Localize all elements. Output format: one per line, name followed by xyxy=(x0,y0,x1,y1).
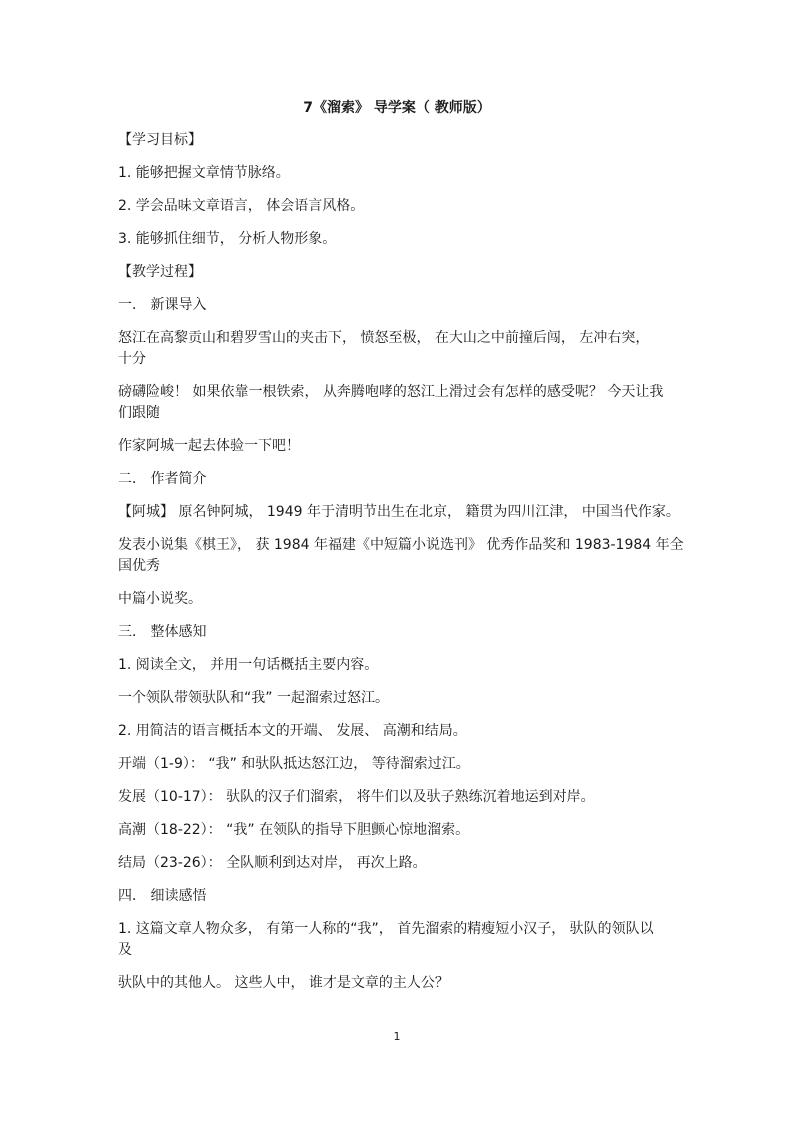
author-paragraph-a: 【阿城】 原名钟阿城， 1949 年于清明节出生在北京， 籍贯为四川江津， 中国当代作家。 xyxy=(118,504,680,520)
section-4-header: 四． 细读感悟 xyxy=(118,888,207,904)
document-body xyxy=(118,132,684,991)
intro-a-line-1: 怒江在高黎贡山和碧罗雪山的夹击下， 愤怒至极， 在大山之中前撞后闯， 左冲右突， xyxy=(118,330,650,346)
intro-a-line-2: 十分 xyxy=(118,351,146,367)
page-number: 1 xyxy=(393,1030,401,1043)
process-header: 【教学过程】 xyxy=(118,264,202,280)
intro-b-line-1: 磅礴险峻！ 如果依靠一根铁索， 从奔腾咆哮的怒江上滑过会有怎样的感受呢？ 今天让我 xyxy=(118,384,664,400)
question-3-paragraph xyxy=(118,921,684,958)
question-2: 2. 用简洁的语言概括本文的开端、 发展、 高潮和结局。 xyxy=(118,723,467,739)
author-paragraph-c: 中篇小说奖。 xyxy=(118,591,202,607)
question-1: 1. 阅读全文， 并用一句话概括主要内容。 xyxy=(118,657,379,673)
author-b-line-1: 发表小说集《棋王》， 获 1984 年福建《中短篇小说选刊》 优秀作品奖和 1983-1984 年全 xyxy=(118,537,684,553)
goals-header: 【学习目标】 xyxy=(118,132,202,148)
intro-paragraph-c: 作家阿城一起去体验一下吧！ xyxy=(118,438,300,454)
document-title: 7《溜索》 导学案（ 教师版） xyxy=(303,100,491,116)
plot-beginning: 开端（1-9）： “我” 和驮队抵达怒江边， 等待溜索过江。 xyxy=(118,756,470,772)
section-3-header: 三． 整体感知 xyxy=(118,624,207,640)
question-3-line-3: 驮队中的其他人。 这些人中， 谁才是文章的主人公？ xyxy=(118,975,449,991)
goal-1: 1. 能够把握文章情节脉络。 xyxy=(118,165,290,181)
intro-paragraph-b xyxy=(118,384,684,421)
question-3-line-1: 1. 这篇文章人物众多， 有第一人称的“我”， 首先溜索的精瘦短小汉子， 驮队的领队以 xyxy=(118,921,654,937)
author-b-line-2: 国优秀 xyxy=(118,558,160,574)
goal-3: 3. 能够抓住细节， 分析人物形象。 xyxy=(118,231,337,247)
goal-2: 2. 学会品味文章语言， 体会语言风格。 xyxy=(118,198,365,214)
intro-b-line-2: 们跟随 xyxy=(118,405,160,421)
answer-1: 一个领队带领驮队和“我” 一起溜索过怒江。 xyxy=(118,690,389,706)
plot-development: 发展（10-17）： 驮队的汉子们溜索， 将牛们以及驮子熟练沉着地运到对岸。 xyxy=(118,789,595,805)
question-3-line-2: 及 xyxy=(118,942,132,958)
section-1-header: 一． 新课导入 xyxy=(118,297,207,313)
plot-ending: 结局（23-26）： 全队顺利到达对岸， 再次上路。 xyxy=(118,855,427,871)
author-paragraph-b xyxy=(118,537,684,574)
intro-paragraph-a xyxy=(118,330,684,367)
plot-climax: 高潮（18-22）： “我” 在领队的指导下胆颤心惊地溜索。 xyxy=(118,822,470,838)
section-2-header: 二． 作者简介 xyxy=(118,471,207,487)
